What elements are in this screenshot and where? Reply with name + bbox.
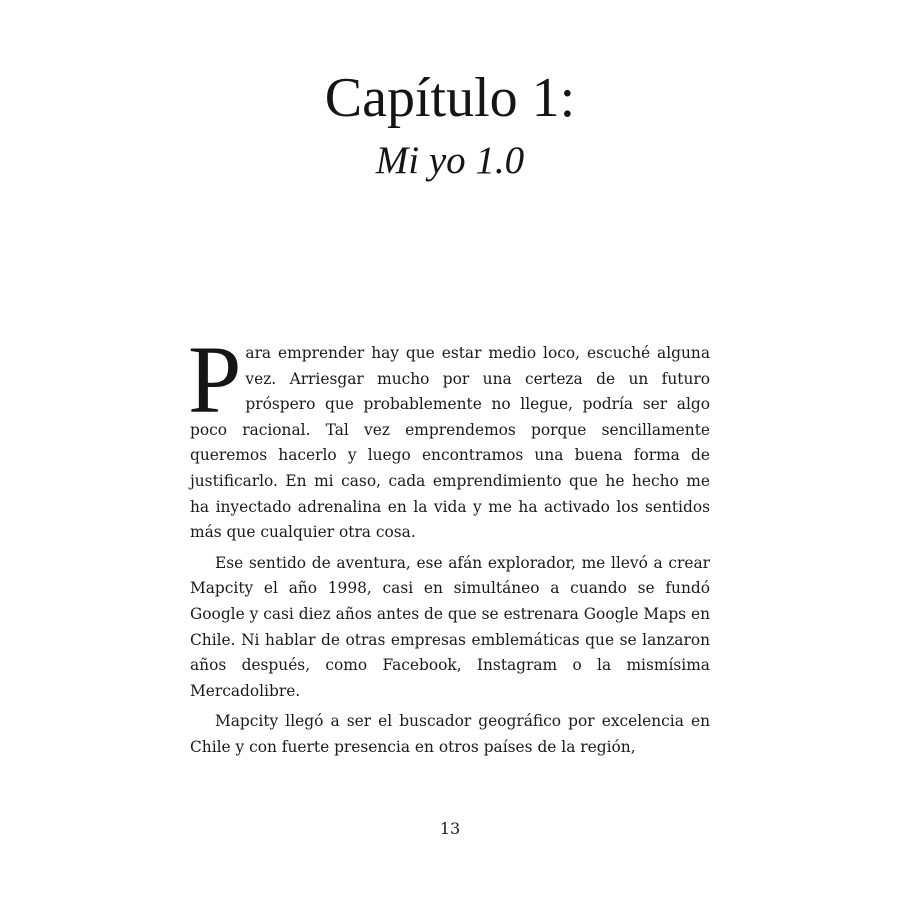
paragraph-1-text: ara emprender hay que estar medio loco, escuché alguna vez. Arriesgar mucho por una certeza de un futuro próspero que probablemente no llegue, podría ser algo poco racional. Tal vez emprendemos porque sencillamente queremos hacerlo y luego encontramos una buena forma de justificarlo. En mi caso, cada emprendimiento que he hecho me ha inyectado adrenalina en la vida y me ha activado los sentidos más que cualquier otra cosa. — [190, 344, 710, 542]
chapter-body — [188, 326, 710, 766]
paragraph-1 — [188, 326, 710, 546]
chapter-subtitle: Mi yo 1.0 — [375, 139, 525, 182]
paragraph-2: Ese sentido de aventura, ese afán explorador, me llevó a crear Mapcity el año 1998, casi en simultáneo a cuando se fundó Google y casi diez años antes de que se estrenara Google Maps en Chile. Ni hablar de otras empresas emblemáticas que se lanzaron años después, como Facebook, Instagram o la mismísima Mercadolibre. — [190, 553, 710, 700]
paragraph-3: Mapcity llegó a ser el buscador geográfico por excelencia en Chile y con fuerte presencia en otros países de la región, — [190, 712, 710, 756]
drop-cap: P — [188, 326, 242, 433]
chapter-title: Capítulo 1: — [324, 67, 576, 129]
page-number: 13 — [439, 819, 461, 838]
